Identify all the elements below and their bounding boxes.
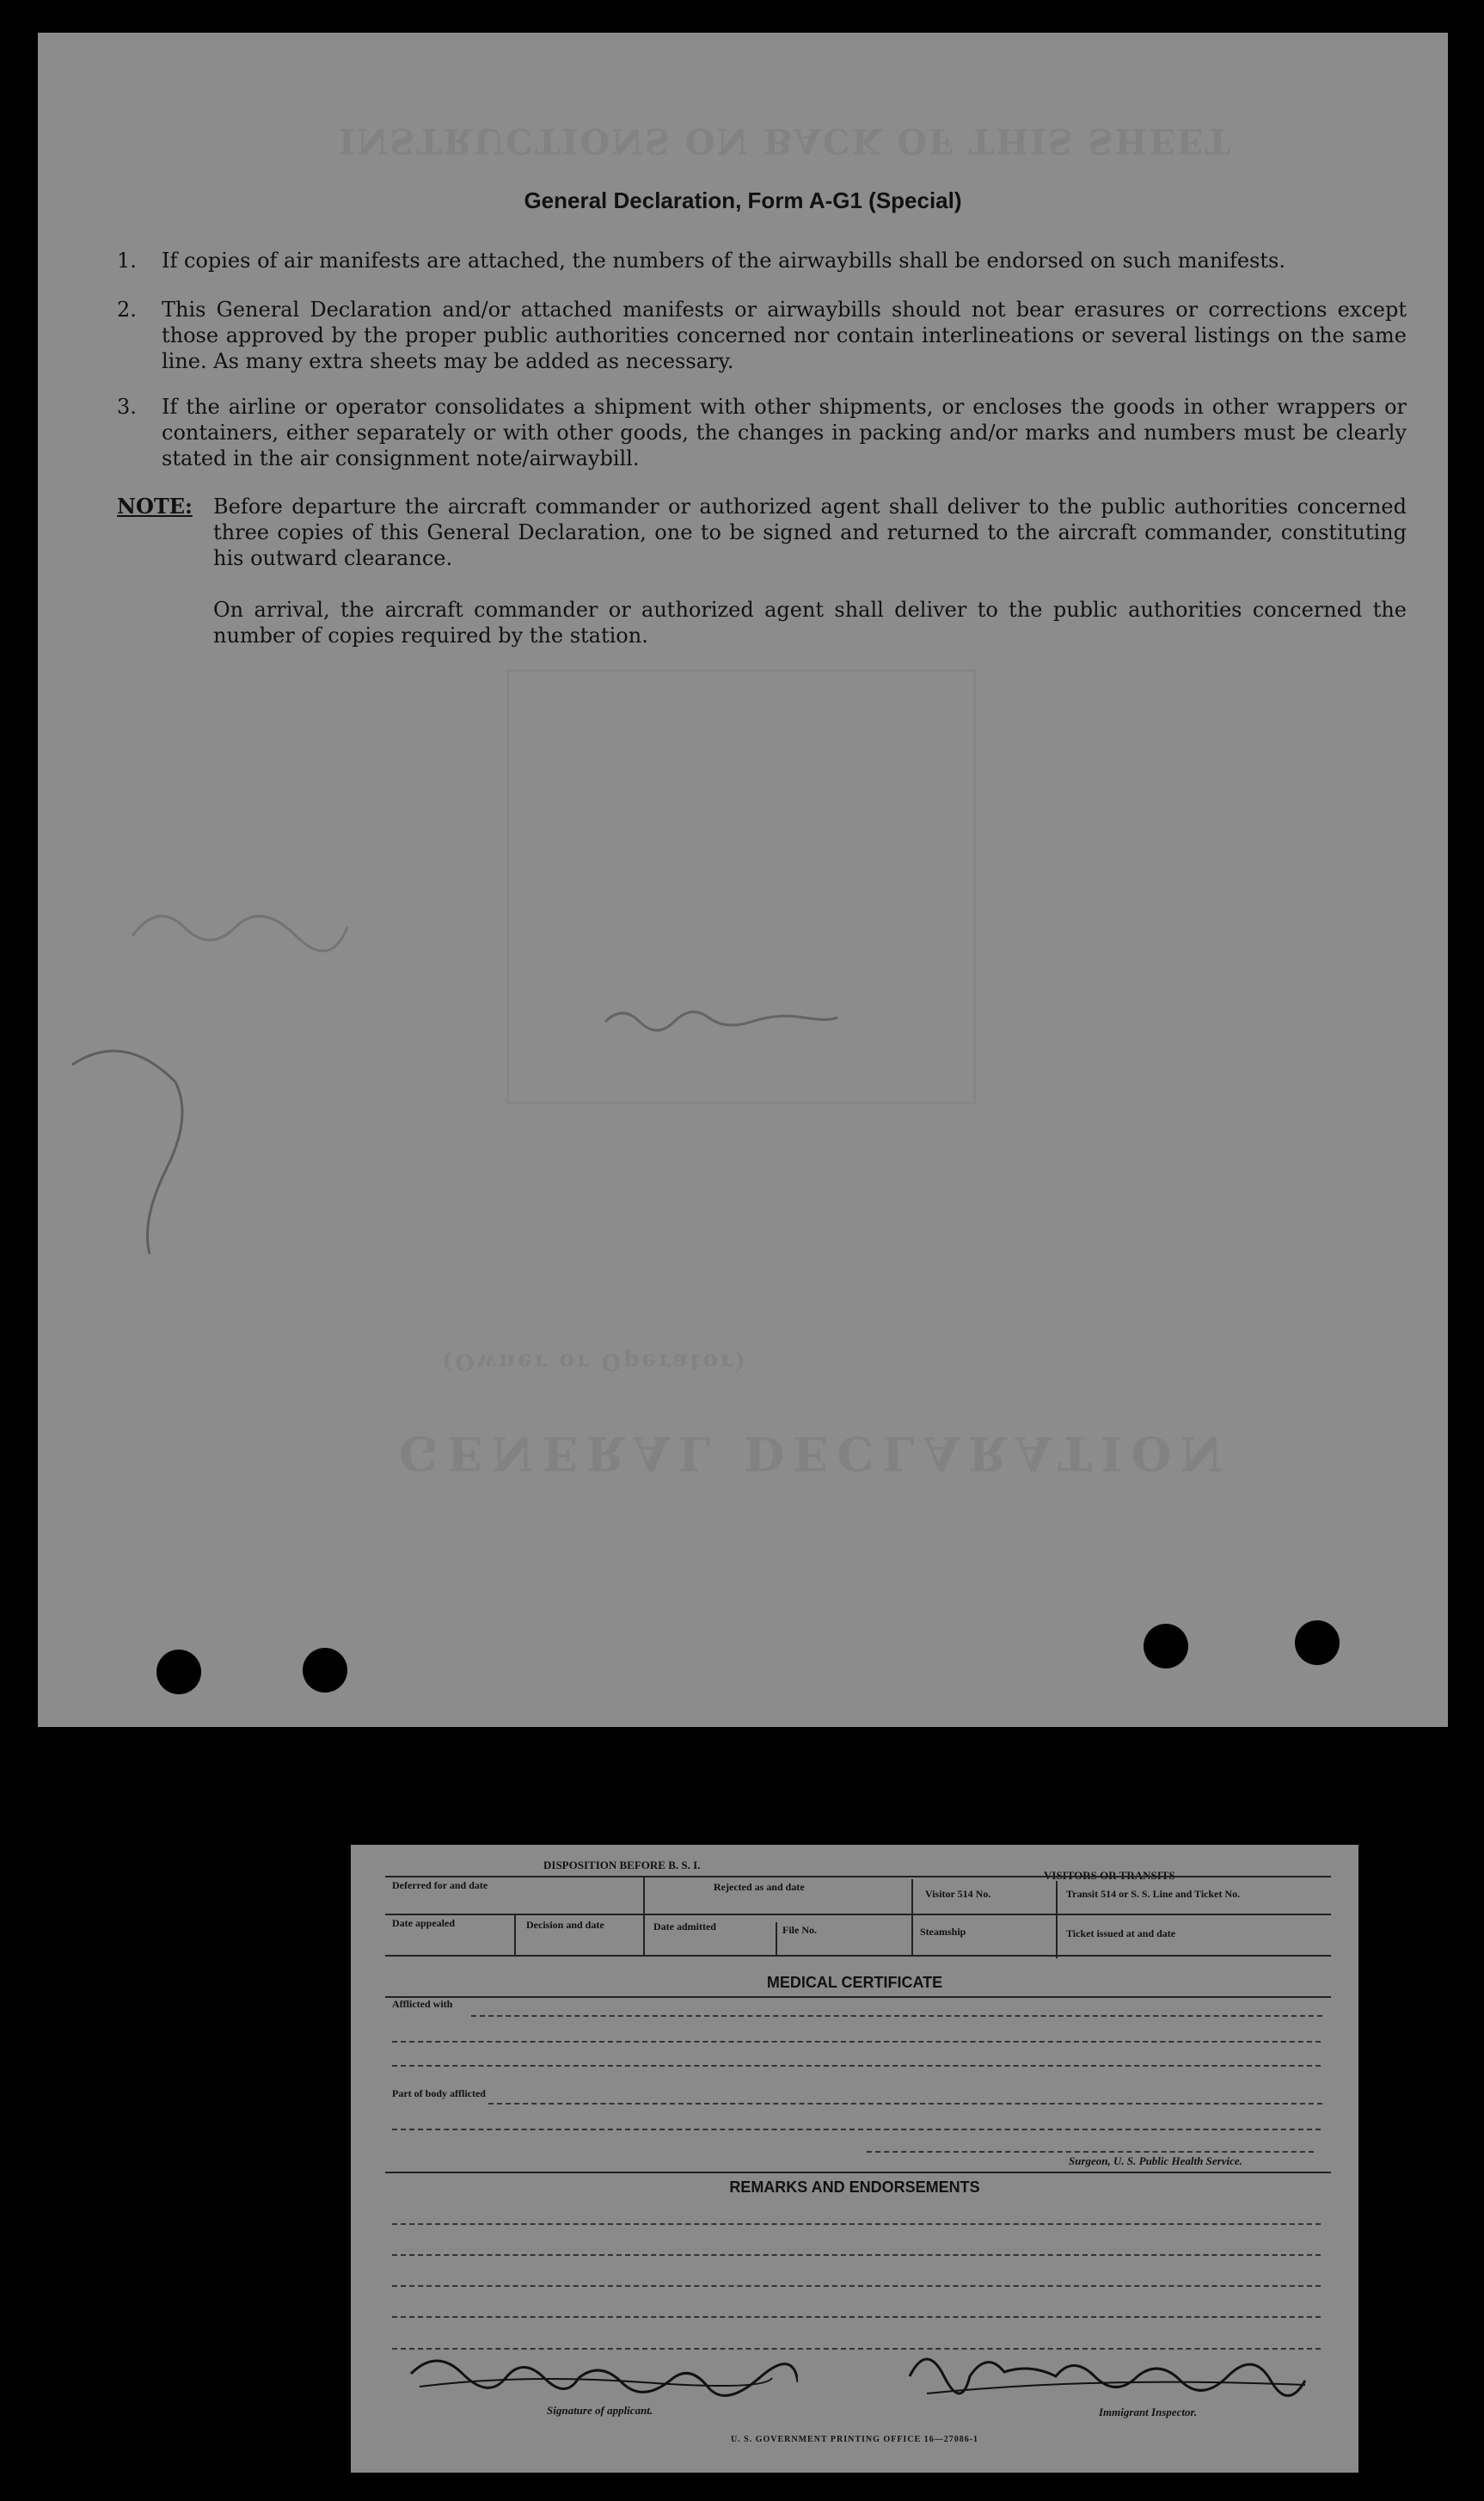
date-admitted-label: Date admitted bbox=[653, 1920, 716, 1933]
handwriting-scribble bbox=[38, 33, 1448, 1727]
remarks-title: REMARKS AND ENDORSEMENTS bbox=[729, 2178, 980, 2196]
card-rule bbox=[867, 2151, 1314, 2153]
binding-hole bbox=[1144, 1624, 1188, 1668]
card-rule bbox=[385, 1876, 1331, 1877]
declaration-page bbox=[38, 33, 1448, 1727]
note-text: Before departure the aircraft commander or authorized agent shall deliver to the public authorities concerned three copies of this General Declaration, one to be signed and returned to the aircraft commander, constituting his outward clearance. bbox=[213, 495, 1407, 570]
date-appealed-label: Date appealed bbox=[392, 1917, 455, 1929]
visitor-514-label: Visitor 514 No. bbox=[925, 1888, 991, 1900]
item-number: 2. bbox=[117, 298, 137, 322]
inspector-caption: Immigrant Inspector. bbox=[1099, 2406, 1198, 2418]
binding-hole bbox=[303, 1648, 347, 1693]
card-rule bbox=[488, 2103, 1322, 2105]
medical-certificate-title: MEDICAL CERTIFICATE bbox=[766, 1974, 943, 1991]
part-of-body-label: Part of body afflicted bbox=[392, 2087, 486, 2099]
card-rule bbox=[385, 2172, 1331, 2173]
card-rule bbox=[392, 2041, 1321, 2043]
item-text: If the airline or operator consolidates a shipment with other shipments, or encloses the goods in other wrappers or containers, either separately or with other goods, the changes in packing and/or marks and numbers must be clearly stated in the air consignment note/airwaybill. bbox=[162, 395, 1407, 470]
card-rule bbox=[392, 2129, 1321, 2130]
file-no-label: File No. bbox=[782, 1924, 817, 1936]
item-text: If copies of air manifests are attached, the numbers of the airwaybills shall be endorsed on such manifests. bbox=[162, 249, 1285, 273]
card-rule bbox=[385, 1955, 1331, 1957]
card-rule bbox=[643, 1876, 645, 1955]
card-rule bbox=[514, 1914, 516, 1955]
decision-label: Decision and date bbox=[526, 1919, 604, 1931]
gpo-imprint: U. S. GOVERNMENT PRINTING OFFICE 16—27086-1 bbox=[730, 2435, 979, 2444]
item-text: This General Declaration and/or attached manifests or airwaybills should not bear erasures or corrections except those approved by the proper public authorities concerned nor contain interlineations or several listings on the same line. As many extra sheets may be added as necessary. bbox=[162, 298, 1407, 373]
card-rule bbox=[471, 2015, 1322, 2017]
card-rule bbox=[1056, 1881, 1058, 1958]
disposition-header: DISPOSITION BEFORE B. S. I. bbox=[543, 1859, 701, 1871]
medical-card bbox=[351, 1845, 1358, 2473]
card-rule bbox=[392, 2254, 1321, 2256]
rejected-label: Rejected as and date bbox=[714, 1881, 805, 1893]
transit-label: Transit 514 or S. S. Line and Ticket No. bbox=[1066, 1888, 1241, 1900]
applicant-signature-caption: Signature of applicant. bbox=[547, 2404, 653, 2417]
card-rule bbox=[911, 1879, 913, 1957]
bleed-through-text: (Owner or Operator) bbox=[442, 1349, 748, 1374]
card-rule bbox=[392, 2316, 1321, 2318]
card-rule bbox=[385, 1996, 1331, 1998]
deferred-label: Deferred for and date bbox=[392, 1879, 488, 1891]
card-rule bbox=[385, 1914, 1331, 1915]
ticket-issued-label: Ticket issued at and date bbox=[1066, 1927, 1176, 1939]
card-rule bbox=[392, 2223, 1321, 2225]
surgeon-caption: Surgeon, U. S. Public Health Service. bbox=[1069, 2154, 1242, 2167]
declaration-title: General Declaration, Form A-G1 (Special) bbox=[524, 187, 962, 213]
steamship-label: Steamship bbox=[920, 1926, 966, 1938]
note-label: NOTE: bbox=[117, 494, 193, 519]
bleed-through-text: INSTRUCTIONS ON BACK OF THIS SHEET bbox=[339, 120, 1232, 161]
afflicted-label: Afflicted with bbox=[392, 1998, 453, 2010]
item-number: 3. bbox=[117, 395, 137, 419]
arrival-text: On arrival, the aircraft commander or authorized agent shall deliver to the public authorities concerned the number of copies required by the station. bbox=[213, 598, 1407, 648]
card-rule bbox=[392, 2065, 1321, 2067]
bleed-through-text: GENERAL DECLARATION bbox=[399, 1426, 1231, 1481]
binding-hole bbox=[1295, 1620, 1340, 1665]
binding-hole bbox=[156, 1650, 201, 1694]
card-rule bbox=[776, 1922, 777, 1955]
item-number: 1. bbox=[117, 249, 137, 273]
card-rule bbox=[392, 2285, 1321, 2287]
